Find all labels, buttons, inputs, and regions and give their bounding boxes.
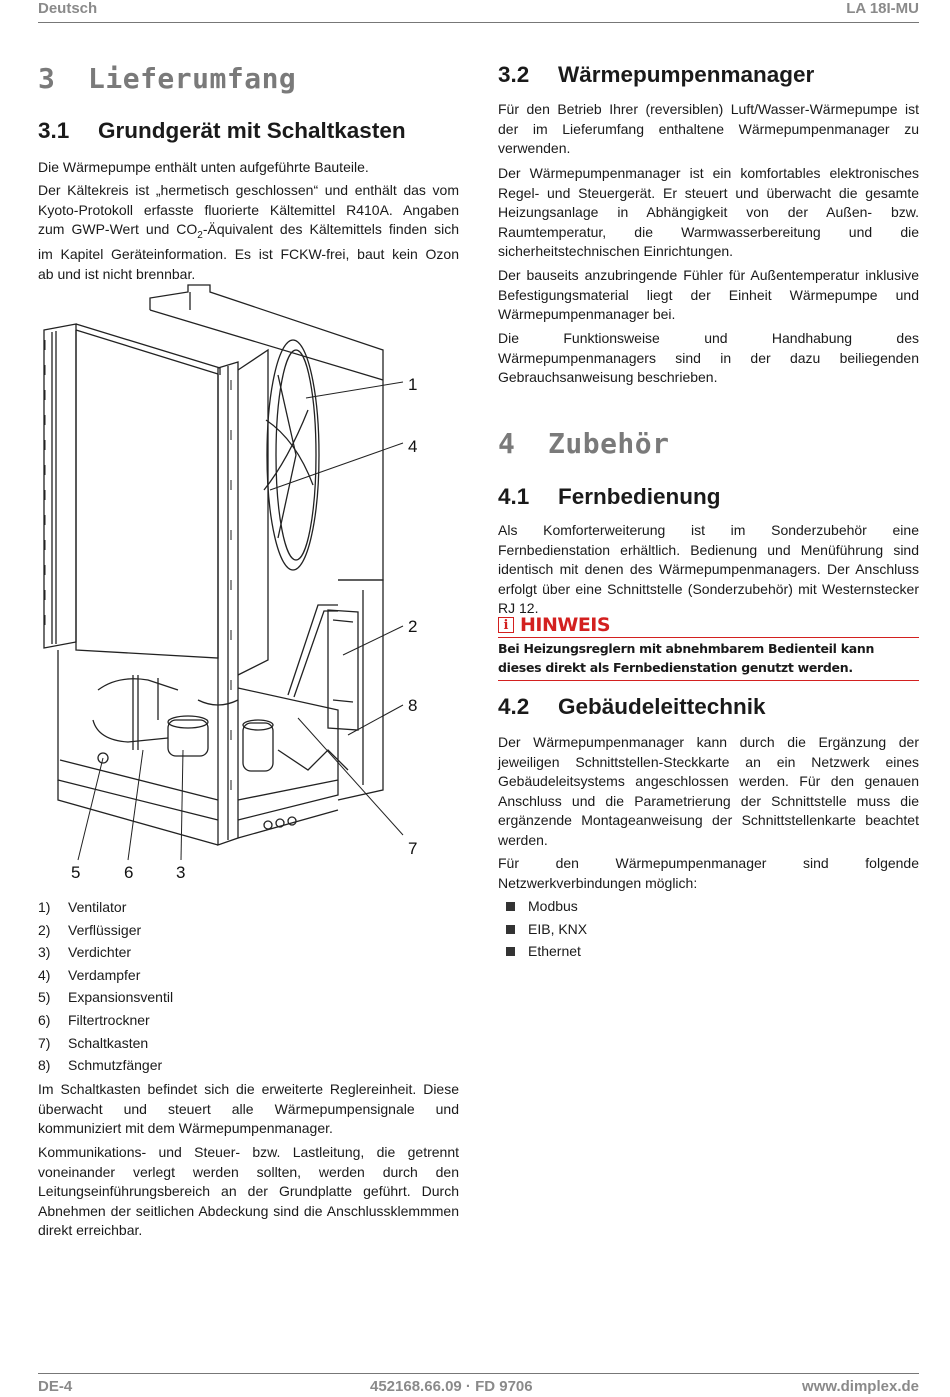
- legend-item: [38, 896, 173, 919]
- heat-pump-drawing: [38, 280, 468, 885]
- callout-1: 1: [408, 375, 418, 394]
- info-icon: i: [498, 617, 514, 633]
- section-4-2-heading: [498, 694, 766, 720]
- legend-label: Verdichter: [68, 944, 132, 961]
- page-footer: [38, 1373, 919, 1397]
- legend-number: 1): [38, 899, 51, 915]
- line: ab und ist nicht brennbar.: [38, 265, 196, 282]
- bms-paragraph-2: Für den Wärmepumpenmanager sind folgende Netzwerkverbindungen möglich:: [498, 855, 919, 891]
- footer-doc-number: 452168.66.09 · FD 9706: [370, 1378, 533, 1395]
- legend-item: [38, 986, 173, 1009]
- legend-label: Verflüssiger: [68, 921, 142, 938]
- legend-item: [38, 1054, 173, 1077]
- section-3-1-heading: [38, 118, 406, 144]
- section-number: 3.2: [498, 62, 530, 87]
- section-title: Lieferumfang: [88, 62, 297, 95]
- legend-number: 6): [38, 1011, 51, 1028]
- remote-paragraph: Als Komforterweiterung ist im Sonderzubehör eine Fernbedienstation erhältlich. Bedienung und Menüführung sind identisch mit denen des Wärmepumpenmanagers. Der Anschluss erfolgt über eine Schnittstelle (Sonderzubehör) mit Westernstecker RJ 12.: [498, 522, 919, 616]
- legend-number: 2): [38, 921, 51, 938]
- component-legend: [38, 896, 173, 1077]
- bms-paragraph-1: Der Wärmepumpenmanager kann durch die Ergänzung der jeweiligen Schnittstellen-Steckkarte an ein Netzwerk eines Gebäudeleitsystems angeschlossen werden. Für den genauen Anschluss und die Parametrierung der Schnittstelle muss die ergänzende Montageanweisung der Schnittstellenkarte beachtet werden.: [498, 734, 919, 848]
- legend-label: Schaltkasten: [68, 1034, 149, 1051]
- section-number: 4.1: [498, 484, 530, 509]
- wiring-paragraph: Kommunikations- und Steuer- bzw. Lastleitung, die getrennt voneinander verlegt werden sollten, werden durch den Leitungseinführungsbereich an der Grundplatte geführt. Durch Abnehmen der seitlichen Abdeckung sind die Anschlussklemmmen direkt erreichbar.: [38, 1144, 459, 1238]
- list-item: Modbus: [506, 895, 587, 918]
- line: Der Kältekreis ist „hermetisch geschlossen“ und enthält das vom: [38, 182, 459, 198]
- section-number: 4.2: [498, 694, 530, 719]
- subscript: 2: [197, 229, 203, 241]
- legend-label: Verdampfer: [68, 966, 141, 983]
- section-3-2-heading: [498, 62, 814, 88]
- callout-6: 6: [124, 863, 134, 882]
- legend-number: 7): [38, 1034, 51, 1051]
- callout-2: 2: [408, 617, 418, 636]
- section-number: 3: [38, 62, 56, 95]
- legend-number: 4): [38, 966, 51, 983]
- page-header: [38, 0, 919, 23]
- refrigerant-paragraph: [38, 181, 459, 284]
- section-4-1-heading: [498, 484, 721, 510]
- section-4-heading: [498, 427, 670, 460]
- callout-4: 4: [408, 437, 418, 456]
- callout-8: 8: [408, 696, 418, 715]
- footer-page: DE-4: [38, 1378, 73, 1395]
- header-language: Deutsch: [38, 0, 98, 17]
- legend-item: [38, 919, 173, 942]
- section-title: Fernbedienung: [558, 484, 721, 509]
- footer-website[interactable]: www.dimplex.de: [802, 1378, 919, 1395]
- section-title: Zubehör: [548, 427, 670, 460]
- line: Kyoto-Protokoll erfasste fluorierte Kältemittel R410A. Angaben: [38, 201, 459, 218]
- legend-item: [38, 941, 173, 964]
- legend-label: Ventilator: [68, 899, 127, 915]
- manager-paragraph-1: Für den Betrieb Ihrer (reversiblen) Luft/Wasser-Wärmepumpe ist der im Lieferumfang enthaltene Wärmepumpenmanager zu verwenden.: [498, 101, 919, 156]
- header-model: LA 18I-MU: [846, 0, 919, 17]
- legend-number: 8): [38, 1057, 51, 1074]
- line-part: zum GWP-Wert und CO: [38, 221, 198, 237]
- manager-paragraph-4: Die Funktionsweise und Handhabung des Wärmepumpenmanagers sind in der dazu beiliegenden Gebrauchsanweisung beschrieben.: [498, 330, 919, 385]
- list-item: Ethernet: [506, 940, 587, 963]
- legend-item: [38, 1032, 173, 1055]
- manager-paragraph-2: Der Wärmepumpenmanager ist ein komfortables elektronisches Regel- und Steuergerät. Er steuert und überwacht die gesamte Heizungsanlage in Abhängigkeit von der Außen- bzw. Raumtemperatur, die Warmwasserbereitung und die sicherheitstechnischen Einrichtungen.: [498, 165, 919, 259]
- legend-label: Schmutzfänger: [68, 1057, 163, 1074]
- line-part: -Äquivalent des Kältemittels finden sich: [202, 221, 459, 237]
- control-unit-paragraph: Im Schaltkasten befindet sich die erweiterte Reglereinheit. Diese überwacht und steuert alle Wärmepumpensignale und kommuniziert mit dem Wärmepumpenmanager.: [38, 1081, 459, 1136]
- note-text: Bei Heizungsreglern mit abnehmbarem Bedienteil kann dieses direkt als Fernbedienstation genutzt werden.: [498, 637, 919, 681]
- heat-pump-diagram: [38, 280, 468, 885]
- section-3-heading: [38, 62, 296, 95]
- legend-number: 5): [38, 989, 51, 1006]
- section-number: 4: [498, 427, 516, 460]
- legend-label: Expansionsventil: [68, 989, 174, 1006]
- section-title: Grundgerät mit Schaltkasten: [98, 118, 406, 143]
- network-list: [506, 895, 587, 963]
- legend-item: [38, 964, 173, 987]
- section-number: 3.1: [38, 118, 70, 143]
- section-title: Gebäudeleittechnik: [558, 694, 766, 719]
- callout-3: 3: [176, 863, 186, 882]
- note-label: HINWEIS: [520, 614, 611, 636]
- legend-label: Filtertrockner: [68, 1011, 150, 1028]
- list-item: EIB, KNX: [506, 918, 587, 941]
- legend-item: [38, 1009, 173, 1032]
- line: im Kapitel Geräteinformation. Es ist FCKW-frei, baut kein Ozon: [38, 246, 459, 263]
- line: [38, 220, 459, 245]
- section-title: Wärmepumpenmanager: [558, 62, 815, 87]
- callout-5: 5: [71, 863, 81, 882]
- manager-paragraph-3: Der bauseits anzubringende Fühler für Außentemperatur inklusive Befestigungsmaterial liegt der Einheit Wärmepumpe und Wärmepumpenmanager bei.: [498, 267, 919, 322]
- legend-number: 3): [38, 944, 51, 961]
- callout-7: 7: [408, 839, 418, 858]
- intro-paragraph: Die Wärmepumpe enthält unten aufgeführte Bauteile.: [38, 159, 369, 175]
